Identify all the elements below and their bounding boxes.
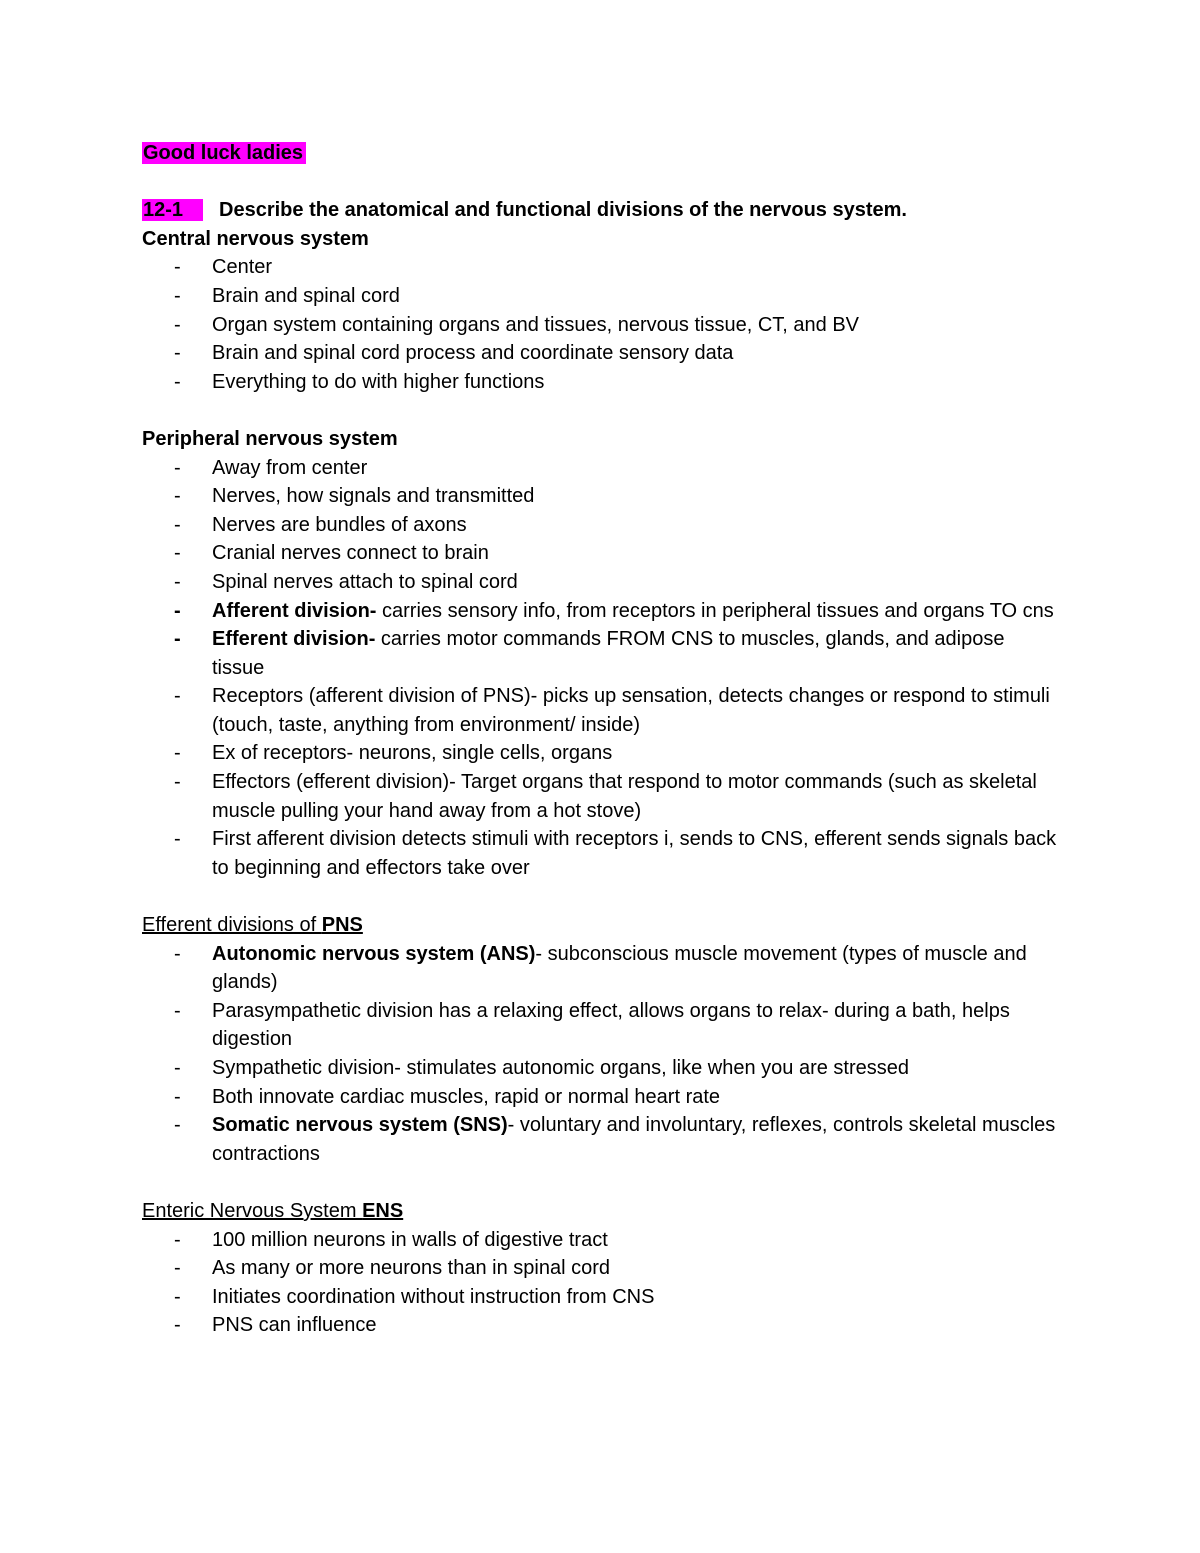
spacer — [142, 1168, 1062, 1197]
list-item: - Ex of receptors- neurons, single cells, organs — [142, 739, 1062, 768]
dash-marker: - — [174, 1228, 181, 1251]
document-title: Good luck ladies — [142, 142, 306, 164]
dash-marker: - — [174, 542, 181, 565]
list-item: - Cranial nerves connect to brain — [142, 539, 1062, 568]
list-item-efferent — [142, 625, 1062, 682]
dash-marker: - — [174, 742, 181, 765]
dash-marker: - — [174, 1114, 181, 1137]
dash-marker: - — [174, 1057, 181, 1079]
pns-list — [142, 454, 1062, 883]
dash-marker: - — [174, 685, 181, 708]
ens-heading: Enteric Nervous System ENS — [142, 1199, 404, 1222]
list-item: - Initiates coordination without instruction from CNS — [142, 1283, 1062, 1312]
list-item: - Receptors (afferent division of PNS)- picks up sensation, detects changes or respond to stimuli (touch, taste, anything from environment/ inside) — [142, 682, 1062, 739]
list-item-sns — [142, 1111, 1062, 1168]
afferent-term: Afferent division- — [212, 599, 377, 622]
list-item: - Organ system containing organs and tissues, nervous tissue, CT, and BV — [142, 311, 1062, 340]
dash-marker: - — [174, 456, 181, 479]
dash-marker: - — [174, 628, 181, 651]
objective-line — [142, 196, 1062, 225]
list-item: - As many or more neurons than in spinal cord — [142, 1254, 1062, 1283]
list-item-ans — [142, 940, 1062, 997]
list-item: - Center — [142, 253, 1062, 282]
ans-text: - subconscious muscle movement (types of muscle and glands) — [212, 942, 1027, 994]
list-item: - 100 million neurons in walls of digestive tract — [142, 1226, 1062, 1255]
dash-marker: - — [174, 828, 181, 851]
list-item: - Away from center — [142, 454, 1062, 483]
document-page — [142, 139, 1062, 1340]
efferent-text: carries motor commands FROM CNS to muscles, glands, and adipose tissue — [212, 628, 1005, 679]
dash-marker: - — [174, 999, 181, 1022]
list-item: - Parasympathetic division has a relaxing effect, allows organs to relax- during a bath, helps digestion — [142, 997, 1062, 1054]
ens-list — [142, 1226, 1062, 1340]
objective-text: Describe the anatomical and functional divisions of the nervous system. — [219, 199, 907, 222]
dash-marker: - — [174, 599, 181, 622]
spacer — [142, 396, 1062, 425]
dash-marker: - — [174, 342, 181, 365]
efferent-term: Efferent division- — [212, 628, 376, 651]
afferent-text: carries sensory info, from receptors in peripheral tissues and organs TO cns — [376, 599, 1054, 622]
list-item: - Effectors (efferent division)- Target organs that respond to motor commands (such as skeletal muscle pulling your hand away from a hot stove) — [142, 768, 1062, 825]
dash-marker: - — [174, 313, 181, 336]
dash-marker: - — [174, 284, 181, 307]
dash-marker: - — [174, 513, 181, 536]
list-item-afferent — [142, 597, 1062, 626]
list-item: - Brain and spinal cord — [142, 282, 1062, 311]
dash-marker: - — [174, 570, 181, 593]
dash-marker: - — [174, 256, 181, 279]
list-item: - Nerves are bundles of axons — [142, 511, 1062, 540]
sns-text: - voluntary and involuntary, reflexes, controls skeletal muscles contractions — [212, 1114, 1056, 1165]
dash-marker: - — [174, 1285, 181, 1308]
sns-term: Somatic nervous system (SNS) — [212, 1114, 508, 1137]
dash-marker: - — [174, 1085, 181, 1108]
list-item: - First afferent division detects stimuli with receptors i, sends to CNS, efferent sends signals back to beginning and effectors take over — [142, 825, 1062, 882]
dash-marker: - — [174, 942, 181, 965]
pns-heading: Peripheral nervous system — [142, 427, 398, 450]
dash-marker: - — [174, 370, 181, 393]
list-item: - Spinal nerves attach to spinal cord — [142, 568, 1062, 597]
ans-term: Autonomic nervous system (ANS) — [212, 942, 536, 965]
list-item: - Nerves, how signals and transmitted — [142, 482, 1062, 511]
dash-marker: - — [174, 771, 181, 794]
cns-heading: Central nervous system — [142, 227, 369, 250]
efferent-divisions-heading: Efferent divisions of PNS — [142, 914, 363, 937]
list-item: - PNS can influence — [142, 1311, 1062, 1340]
list-item: - Both innovate cardiac muscles, rapid or normal heart rate — [142, 1083, 1062, 1112]
cns-list — [142, 253, 1062, 396]
spacer — [142, 168, 1062, 197]
list-item: - Everything to do with higher functions — [142, 368, 1062, 397]
spacer — [142, 882, 1062, 911]
list-item: - Brain and spinal cord process and coordinate sensory data — [142, 339, 1062, 368]
title-line — [142, 139, 1062, 168]
efferent-divisions-list — [142, 940, 1062, 1169]
dash-marker: - — [174, 485, 181, 508]
list-item: - Sympathetic division- stimulates autonomic organs, like when you are stressed — [142, 1054, 1062, 1083]
objective-number: 12-1 — [142, 199, 203, 221]
dash-marker: - — [174, 1257, 181, 1280]
dash-marker: - — [174, 1314, 181, 1337]
